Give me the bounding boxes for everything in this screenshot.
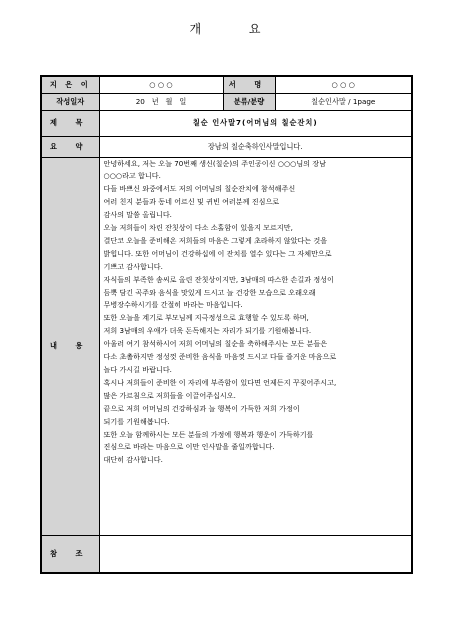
content-line: 안녕하세요, 저는 오늘 70번째 생신(칠순)의 주인공이신 ○○○님의 장남: [103, 158, 326, 168]
content-line: 여러 친지 분들과 동네 어르신 및 귀빈 여러분께 진심으로: [103, 197, 280, 207]
content-line: 자식들의 부족한 솜씨로 올린 잔칫상이지만, 3남매의 따스한 손길과 정성이: [103, 274, 334, 284]
content-body: [99, 157, 412, 535]
content-line: 결단코 오늘을 준비해온 저희들의 마음은 그렇게 초라하지 않았다는 것을: [103, 235, 328, 245]
reference-row: [41, 535, 412, 573]
content-line: 듬뿍 담긴 곡주와 음식을 맛있게 드시고 늘 건강한 모습으로 오래오래: [103, 287, 316, 297]
summary-label: 요 약: [41, 136, 99, 157]
content-line: 되기를 기원해봅니다.: [103, 416, 170, 426]
content-line: 대단히 감사합니다.: [103, 455, 163, 465]
content-line: 무병장수하시기를 간절히 바라는 마음입니다.: [103, 300, 243, 310]
content-line: ○○○라고 합니다.: [103, 171, 161, 181]
date-value: 20 년 월 일: [99, 93, 223, 110]
document-overview-table: [40, 75, 413, 574]
content-line: 놀다 가시길 바랍니다.: [103, 365, 172, 374]
content-line: 오늘 저희들이 차린 잔칫상이 다소 소홀함이 있을지 모르지만,: [103, 223, 293, 233]
signature-label: 서 명: [223, 76, 275, 93]
reference-label: 참 조: [41, 535, 99, 573]
content-line: 아울러 여기 참석하시어 저희 어머님의 칠순을 축하해주시는 모든 분들은: [103, 339, 328, 349]
content-label: 내 용: [41, 157, 99, 535]
content-line: 또한 오늘 함께하시는 모든 분들의 가정에 행복과 행운이 가득하기를: [103, 429, 314, 439]
category-label: 분류/분량: [223, 93, 275, 110]
date-label: 작성일자: [41, 93, 99, 110]
content-line: 기쁘고 감사합니다.: [103, 261, 163, 271]
summary-row: [41, 136, 412, 157]
author-value: ○ ○ ○: [99, 76, 223, 93]
content-line: 감사의 말씀 올립니다.: [103, 210, 172, 220]
content-line: 또한 오늘을 계기로 부모님께 지극정성으로 효행할 수 있도록 하며,: [103, 313, 309, 323]
reference-value: [99, 535, 412, 573]
date-row: [41, 93, 412, 110]
author-row: [41, 76, 412, 93]
content-line: 혹시나 저희들이 준비한 이 자리에 부족함이 있다면 언제든지 꾸짖어주시고,: [103, 377, 337, 387]
subject-value: 칠순 인사말7(어머님의 칠순잔치): [99, 110, 412, 136]
content-line: 다소 초촐하지만 정성껏 준비한 음식을 마음껏 드시고 다들 즐거운 마음으로: [103, 352, 337, 362]
signature-value: ○ ○ ○: [275, 76, 412, 93]
page-title: 개 요: [189, 22, 283, 36]
content-line: 끝으로 저희 어머님의 건강하심과 늘 행복이 가득한 저희 가정이: [103, 403, 300, 413]
content-line: 저희 3남매의 우애가 더욱 돈독해지는 자리가 되기를 기원해봅니다.: [103, 326, 312, 336]
subject-row: [41, 110, 412, 136]
content-line: 진심으로 바라는 마음으로 이만 인사말을 줄일까합니다.: [103, 442, 275, 452]
author-label: 지 은 이: [41, 76, 99, 93]
content-row: [41, 157, 412, 535]
category-value: 칠순인사말 / 1page: [275, 93, 412, 110]
subject-label: 제 목: [41, 110, 99, 136]
content-line: 많은 가르침으로 저희들을 이끌어주십시오.: [103, 390, 236, 400]
content-line: 밝힙니다. 또한 어머님이 건강하십에 이 잔치를 열수 있다는 그 자체만으로: [103, 248, 332, 258]
summary-value: 장남의 칠순축하인사말입니다.: [99, 136, 412, 157]
content-line: 다들 바쁘신 와중에서도 저의 어머님의 칠순잔치에 참석해주신: [103, 184, 296, 194]
